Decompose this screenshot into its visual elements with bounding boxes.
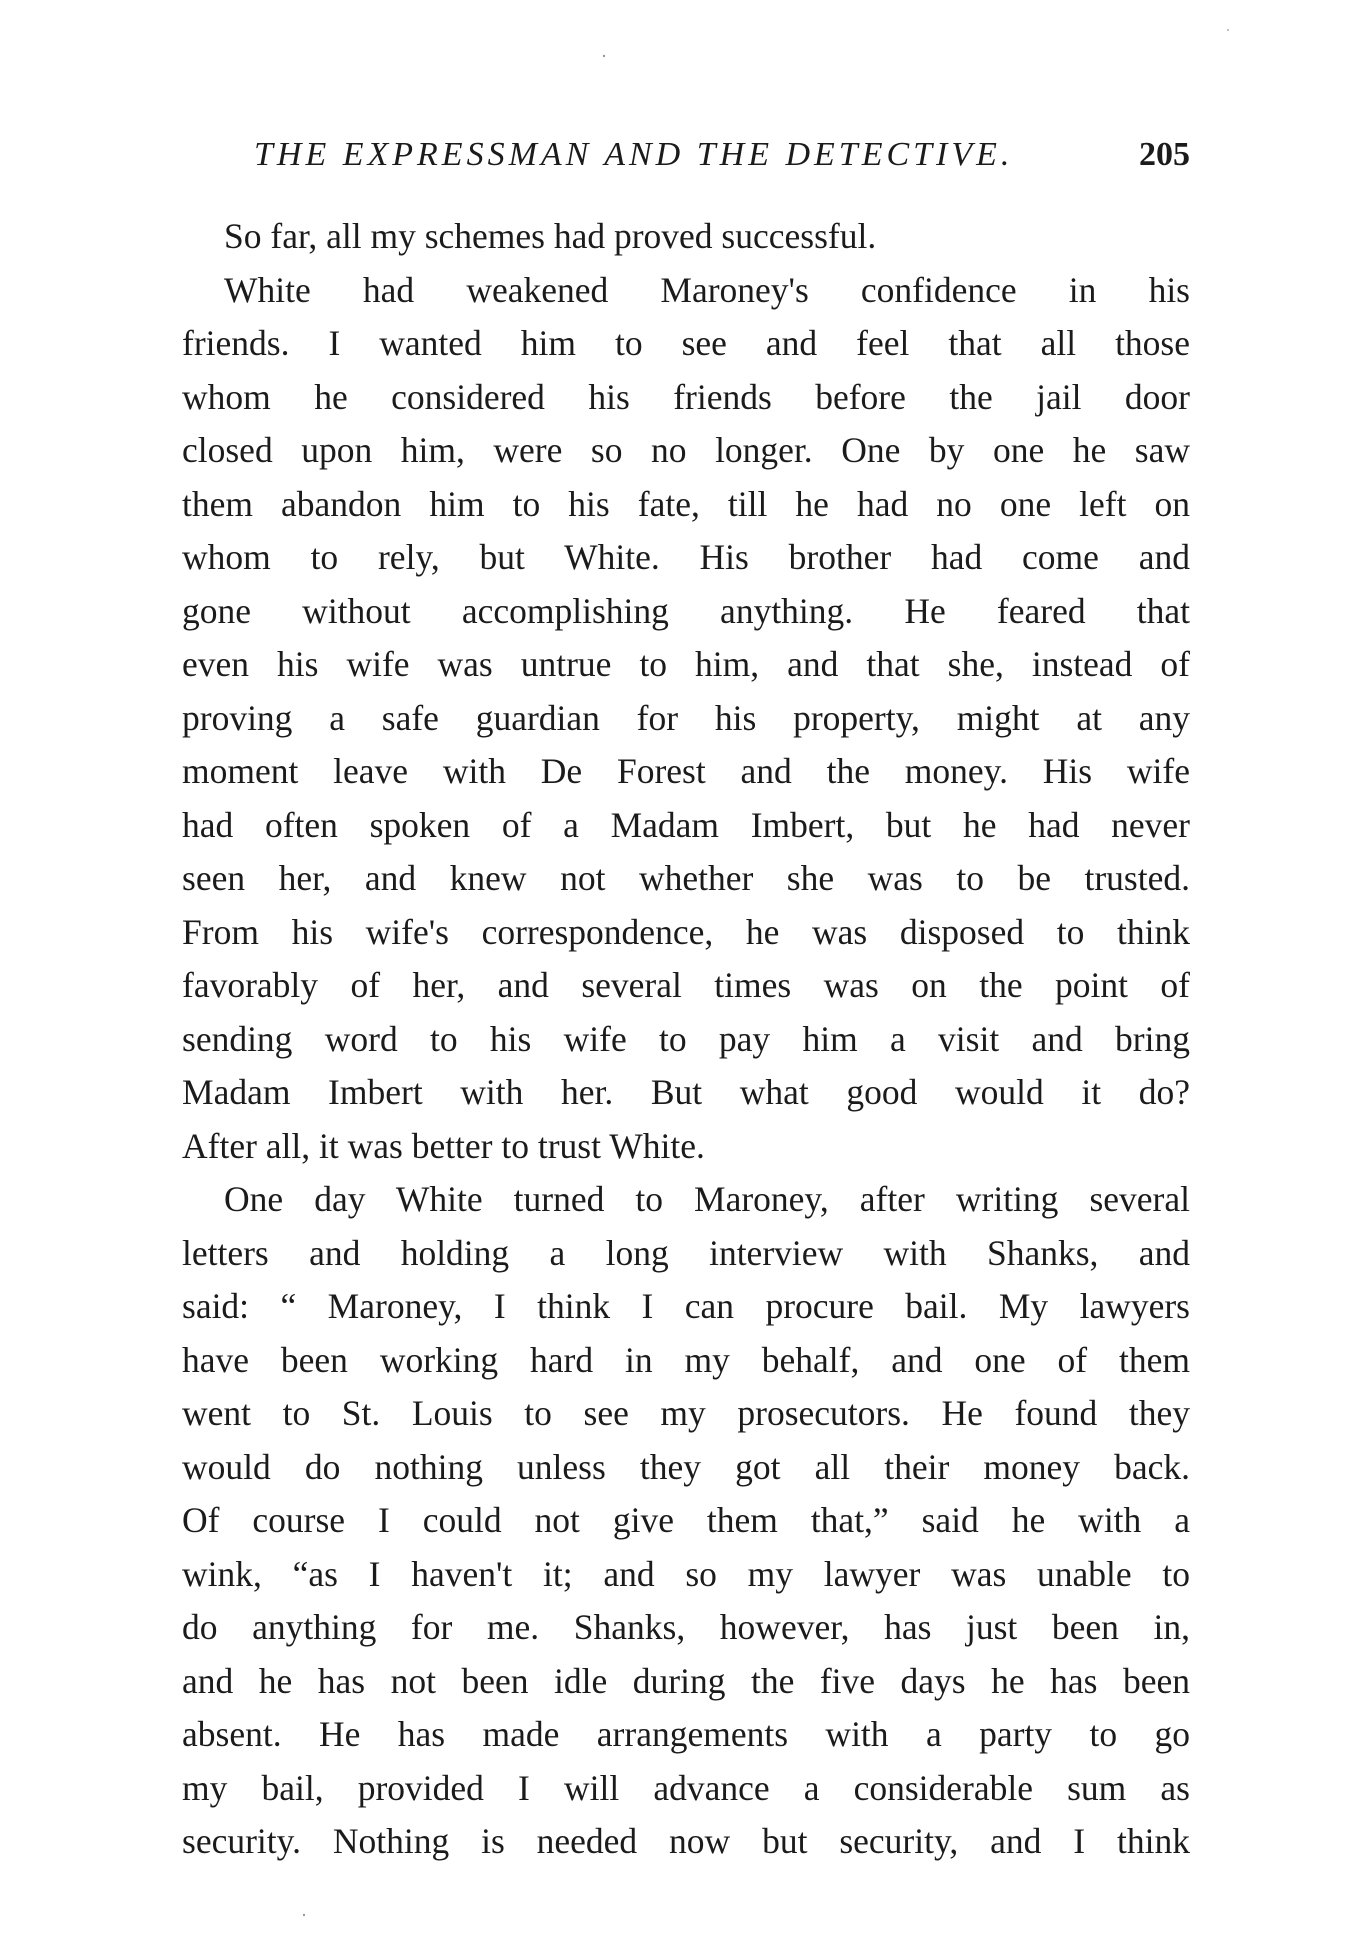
- text-line: and he has not been idle during the five days he has been: [182, 1660, 1190, 1701]
- text-line: friends. I wanted him to see and feel that all those: [182, 323, 1190, 363]
- text-line: my bail, provided I will advance a considerable sum as: [182, 1767, 1190, 1808]
- text-line: Madam Imbert with her. But what good would it do?: [182, 1072, 1190, 1112]
- text-line: wink, “as I haven't it; and so my lawyer was unable to: [182, 1553, 1190, 1594]
- text-line: do anything for me. Shanks, however, has just been in,: [182, 1607, 1190, 1647]
- running-title: THE EXPRESSMAN AND THE DETECTIVE.: [254, 136, 1014, 173]
- body-text: [182, 210, 1190, 1869]
- paper-speck: [303, 1914, 305, 1916]
- text-line: favorably of her, and several times was on the point of: [182, 965, 1190, 1005]
- paper-speck: [603, 55, 605, 57]
- text-line: absent. He has made arrangements with a party to go: [182, 1714, 1190, 1754]
- text-line: proving a safe guardian for his property, might at any: [182, 697, 1190, 738]
- paragraph: [182, 1173, 1190, 1869]
- page-number: 205: [1139, 136, 1190, 173]
- text-line: them abandon him to his fate, till he had no one left on: [182, 483, 1190, 524]
- text-line: even his wife was untrue to him, and that she, instead of: [182, 644, 1190, 684]
- text-line: From his wife's correspondence, he was disposed to think: [182, 911, 1190, 952]
- text-line: White had weakened Maroney's confidence in his: [224, 269, 1190, 310]
- text-line: So far, all my schemes had proved successful.: [224, 216, 877, 256]
- text-line: had often spoken of a Madam Imbert, but he had never: [182, 804, 1190, 845]
- text-line: letters and holding a long interview with Shanks, and: [182, 1232, 1190, 1273]
- text-line: sending word to his wife to pay him a visit and bring: [182, 1018, 1190, 1059]
- text-line: One day White turned to Maroney, after writing several: [224, 1179, 1190, 1219]
- text-line: whom he considered his friends before the jail door: [182, 376, 1190, 417]
- text-line: would do nothing unless they got all their money back.: [182, 1446, 1190, 1487]
- paragraph: [182, 264, 1190, 1174]
- text-line: seen her, and knew not whether she was to be trusted.: [182, 858, 1190, 898]
- text-line: whom to rely, but White. His brother had come and: [182, 537, 1190, 577]
- text-line: After all, it was better to trust White.: [182, 1125, 705, 1166]
- text-line: said: “ Maroney, I think I can procure bail. My lawyers: [182, 1286, 1190, 1326]
- text-line: moment leave with De Forest and the money. His wife: [182, 751, 1190, 791]
- text-line: went to St. Louis to see my prosecutors. He found they: [182, 1393, 1190, 1433]
- text-line: Of course I could not give them that,” said he with a: [182, 1500, 1190, 1540]
- paragraph: [182, 210, 1190, 264]
- text-line: gone without accomplishing anything. He feared that: [182, 590, 1190, 631]
- text-line: closed upon him, were so no longer. One by one he saw: [182, 430, 1190, 470]
- text-line: have been working hard in my behalf, and one of them: [182, 1339, 1190, 1380]
- running-head: [254, 130, 1190, 180]
- paper-speck: [1227, 29, 1229, 31]
- text-line: security. Nothing is needed now but security, and I think: [182, 1821, 1190, 1861]
